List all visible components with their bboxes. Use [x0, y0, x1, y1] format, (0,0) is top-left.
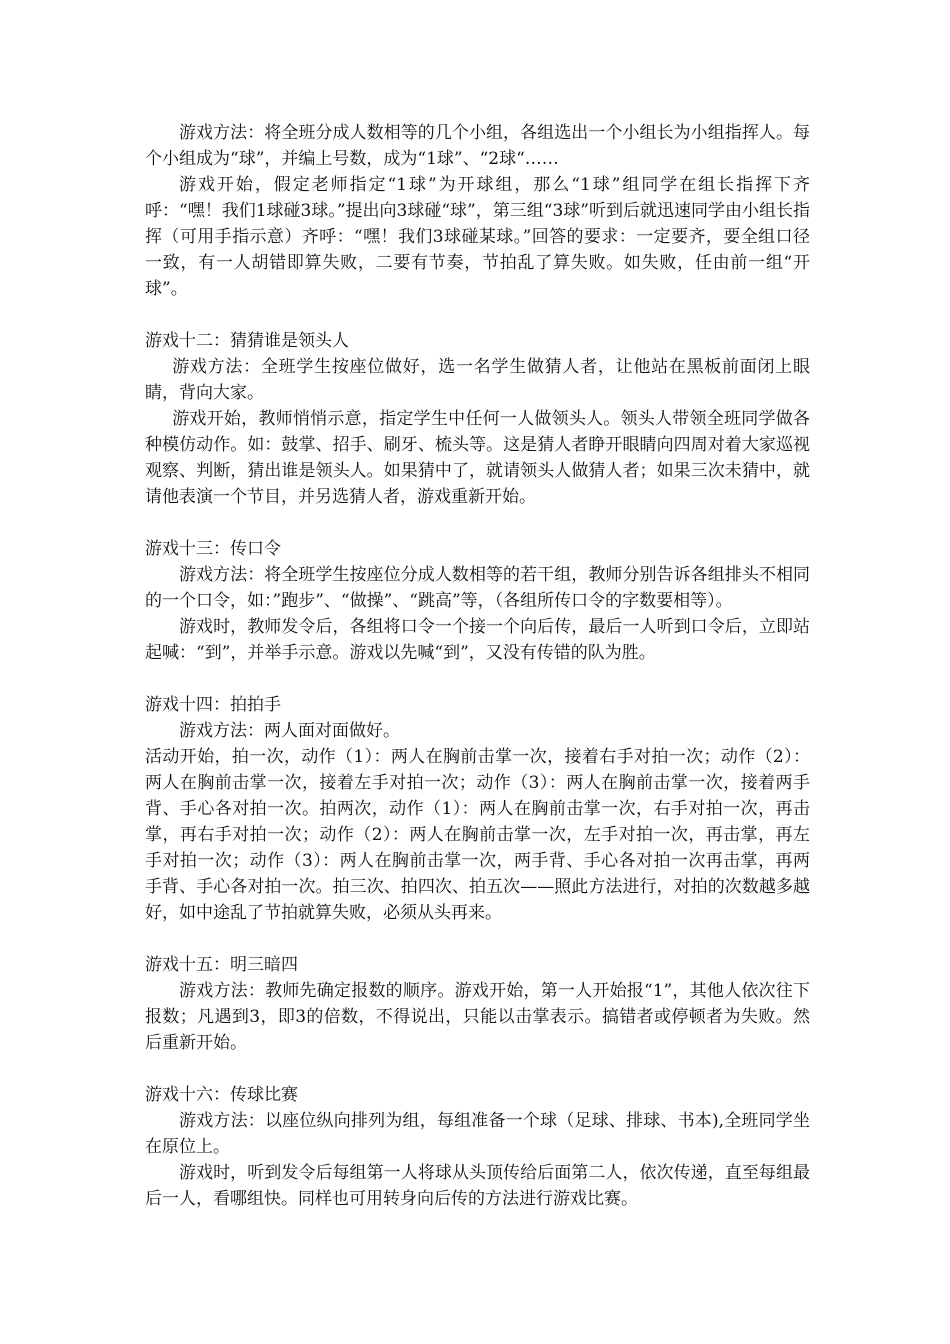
game14-method-paragraph: 游戏方法：两人面对面做好。 [179, 721, 400, 741]
section-spacer [145, 302, 810, 328]
game13-play-paragraph: 游戏时，教师发令后，各组将口令一个接一个向后传，最后一人听到口令后，立即站起喊：“到”，并举手示意。游戏以先喊“到”，又没有传错的队为胜。 [145, 617, 810, 663]
game12-method-paragraph: 游戏方法：全班学生按座位做好，选一名学生做猜人者，让他站在黑板前面闭上眼睛，背向大家。 [145, 357, 810, 403]
game15-method-paragraph: 游戏方法：教师先确定报数的顺序。游戏开始，第一人开始报“1”，其他人依次往下报数；凡遇到3，即3的倍数，不得说出，只能以击掌表示。搞错者或停顿者为失败。然后重新开始。 [145, 981, 810, 1053]
section-spacer [145, 926, 810, 952]
game12-title: 游戏十二：猜猜谁是领头人 [145, 331, 349, 351]
game16-title: 游戏十六：传球比赛 [145, 1085, 298, 1105]
game14-activity-paragraph: 活动开始，拍一次，动作（1）：两人在胸前击掌一次，接着右手对拍一次；动作（2）：两人在胸前击掌一次，接着左手对拍一次；动作（3）：两人在胸前击掌一次，接着两手背、手心各对拍一次。拍两次，动作（1）：两人在胸前击掌一次，右手对拍一次，再击掌，再右手对拍一次；动作（2）：两人在胸前击掌一次，左手对拍一次，再击掌，再左手对拍一次；动作（3）：两人在胸前击掌一次，两手背、手心各对拍一次再击掌，再两手背、手心各对拍一次。拍三次、拍四次、拍五次——照此方法进行，对拍的次数越多越好，如中途乱了节拍就算失败，必须从头再来。 [145, 747, 810, 923]
game12-start-paragraph: 游戏开始，教师悄悄示意，指定学生中任何一人做领头人。领头人带领全班同学做各种模仿动作。如：鼓掌、招手、刷牙、梳头等。这是猜人者睁开眼睛向四周对着大家巡视观察、判断，猜出谁是领头人。如果猜中了，就请领头人做猜人者；如果三次未猜中，就请他表演一个节目，并另选猜人者，游戏重新开始。 [145, 409, 810, 507]
game16-method-paragraph: 游戏方法：以座位纵向排列为组，每组准备一个球（足球、排球、书本),全班同学坐在原位上。 [145, 1111, 810, 1157]
game15-title: 游戏十五：明三暗四 [145, 955, 298, 975]
section-spacer [145, 1056, 810, 1082]
section-spacer [145, 510, 810, 536]
game14-title: 游戏十四：拍拍手 [145, 695, 281, 715]
intro-method-paragraph: 游戏方法：将全班分成人数相等的几个小组，各组选出一个小组长为小组指挥人。每个小组成为“球”，并编上号数，成为“1球”、“2球“…… [145, 123, 810, 169]
intro-start-paragraph: 游戏开始，假定老师指定“1球”为开球组，那么“1球”组同学在组长指挥下齐呼：“嘿！我们1球碰3球。”提出向3球碰“球”，第三组“3球”听到后就迅速同学由小组长指挥（可用手指示意）齐呼：“嘿！我们3球碰某球。”回答的要求：一定要齐，要全组口径一致，有一人胡错即算失败，二要有节奏，节拍乱了算失败。如失败，任由前一组“开球”。 [145, 175, 810, 299]
game13-method-paragraph: 游戏方法：将全班学生按座位分成人数相等的若干组，教师分别告诉各组排头不相同的一个口令，如：”跑步”、“做操”、“跳高”等，（各组所传口令的字数要相等）。 [145, 565, 810, 611]
section-spacer [145, 666, 810, 692]
document-page [145, 120, 810, 1212]
game13-title: 游戏十三：传口令 [145, 539, 281, 559]
game16-play-paragraph: 游戏时，听到发令后每组第一人将球从头顶传给后面第二人，依次传递，直至每组最后一人，看哪组快。同样也可用转身向后传的方法进行游戏比赛。 [145, 1163, 810, 1209]
